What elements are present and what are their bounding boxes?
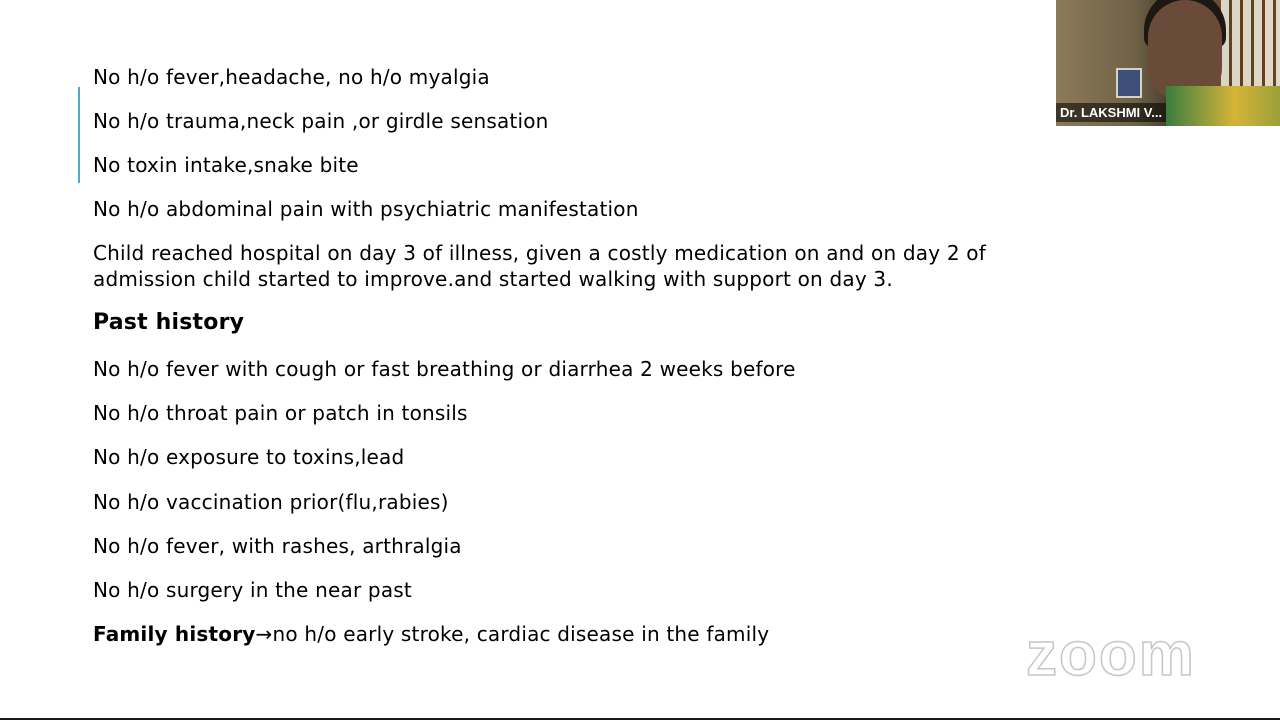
participant-video-tile[interactable] (1056, 0, 1280, 126)
family-history-text: no h/o early stroke, cardiac disease in the family (272, 622, 770, 646)
zoom-watermark-logo: zoom (1026, 620, 1196, 689)
past-history-heading: Past history (93, 310, 245, 335)
past-item-6: No h/o surgery in the near past (93, 578, 412, 602)
participant-name-label: Dr. LAKSHMI V... (1056, 103, 1166, 122)
slide-item-4: No h/o abdominal pain with psychiatric manifestation (93, 197, 639, 221)
person-clothing (1166, 86, 1280, 126)
slide-item-5: Child reached hospital on day 3 of illness, given a costly medication on and on day 2 of admission child started to improve.and started walking with support on day 3. (93, 241, 986, 291)
person-face (1148, 0, 1222, 100)
past-item-4: No h/o vaccination prior(flu,rabies) (93, 490, 449, 514)
slide-item-3: No toxin intake,snake bite (93, 153, 359, 177)
past-item-1: No h/o fever with cough or fast breathing or diarrhea 2 weeks before (93, 357, 796, 381)
slide-item-1: No h/o fever,headache, no h/o myalgia (93, 65, 490, 89)
slide-item-2: No h/o trauma,neck pain ,or girdle sensation (93, 109, 549, 133)
past-item-5: No h/o fever, with rashes, arthralgia (93, 534, 462, 558)
family-history-label: Family history (93, 622, 256, 646)
family-history-line (93, 621, 769, 647)
past-item-3: No h/o exposure to toxins,lead (93, 445, 405, 469)
accent-bar (78, 87, 80, 183)
past-item-2: No h/o throat pain or patch in tonsils (93, 401, 468, 425)
arrow-right-icon: → (255, 622, 273, 646)
window-shutter (1221, 0, 1280, 90)
wall-portrait (1116, 68, 1142, 98)
